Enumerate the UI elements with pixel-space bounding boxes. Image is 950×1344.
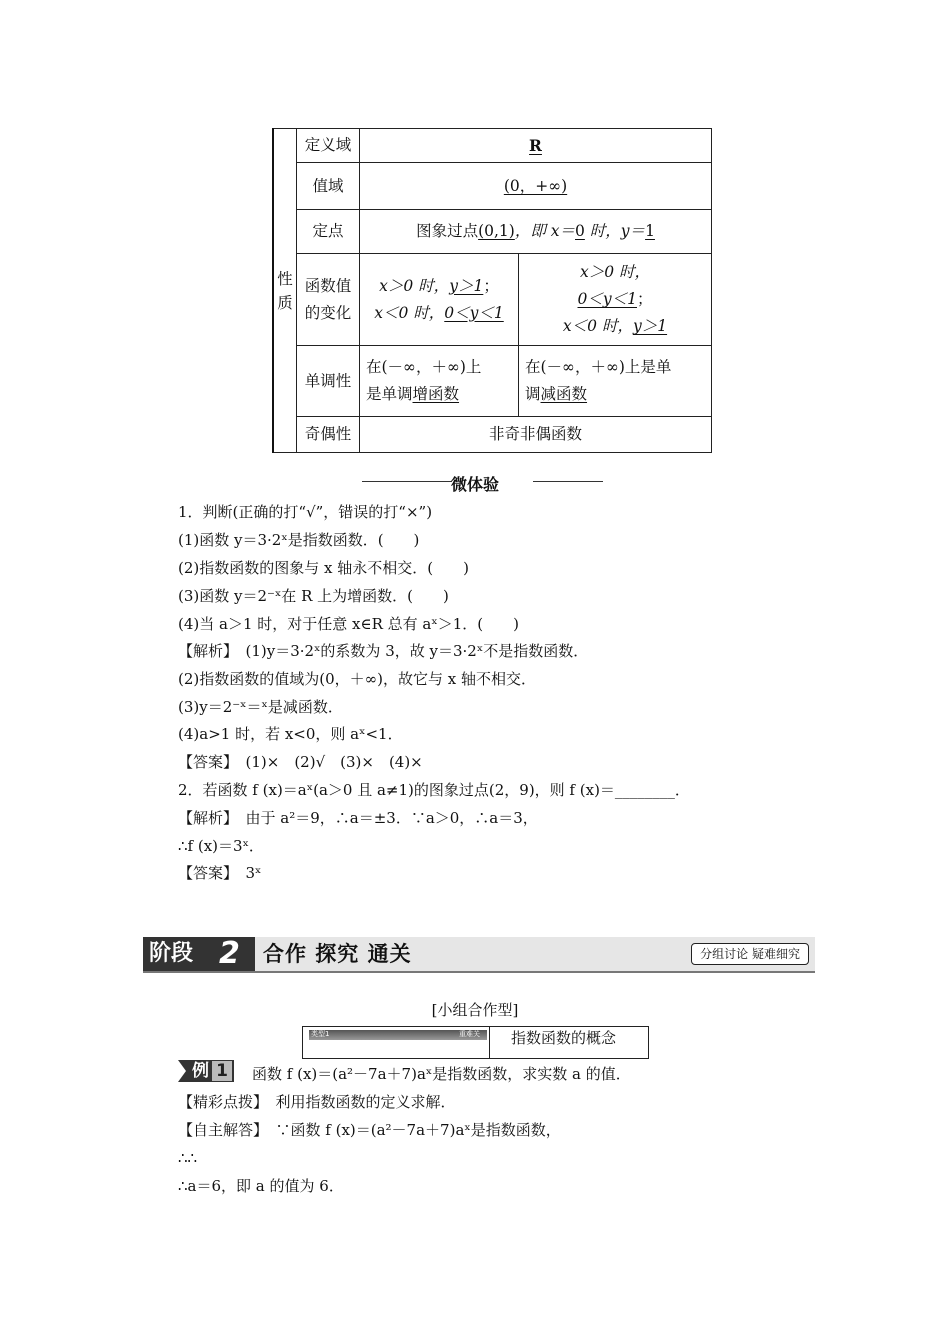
change-left-1c: ； [483, 276, 499, 295]
stage-banner [143, 937, 815, 973]
domain-label: 定义域 [297, 129, 360, 163]
example-line-4: ∴∴ [178, 1149, 198, 1167]
stage-label [143, 937, 255, 971]
domain-value-text: R [529, 135, 542, 155]
mini-line-7: (2)指数函数的值域为(0，＋∞)，故它与 x 轴不相交． [178, 670, 536, 688]
example-number: 1 [212, 1061, 232, 1081]
example-line-3: 【自主解答】 ∵函数 f (x)＝(a²－7a＋7)aˣ是指数函数， [178, 1121, 561, 1139]
group-type-label: [小组合作型] [431, 1001, 519, 1019]
mini-line-9: (4)a>1 时，若 x<0，则 aˣ<1． [178, 725, 403, 743]
example-line-1: 函数 f (x)＝(a²－7a＋7)aˣ是指数函数，求实数 a 的值． [252, 1065, 631, 1083]
change-right-1: x＞0 时， [579, 263, 651, 281]
fixed-pre: 图象过点 [416, 222, 479, 240]
stage-title: 合作 探究 通关 [263, 941, 412, 966]
mono-left-b: 是单调 [366, 385, 413, 403]
mini-line-14: 【答案】 3ˣ [178, 864, 262, 882]
fixed-value [360, 210, 712, 254]
change-right-3b: y＞1 [632, 317, 668, 335]
change-right [519, 254, 712, 346]
parity-label: 奇偶性 [297, 417, 360, 453]
change-label [297, 254, 360, 346]
range-label: 值域 [297, 163, 360, 210]
change-right-2b: ； [636, 290, 653, 308]
example-tag [178, 1060, 234, 1082]
mono-left-c: 增函数 [412, 385, 460, 403]
range-value [360, 163, 712, 210]
mini-line-13: ∴f (x)＝3ˣ． [178, 837, 264, 855]
example-line-5: ∴a＝6，即 a 的值为 6． [178, 1177, 344, 1195]
example-line-2: 【精彩点拨】 利用指数函数的定义求解． [178, 1093, 456, 1111]
mono-right-b: 调 [525, 385, 541, 403]
mini-line-3: (2)指数函数的图象与 x 轴永不相交．( ) [178, 559, 469, 577]
change-left-2a: x＜0 时， [374, 303, 445, 322]
stage-number: 2 [219, 936, 240, 971]
change-right-2a: 0＜y＜1 [577, 290, 637, 308]
mini-line-8: (3)y＝2⁻ˣ＝ˣ是减函数． [178, 698, 343, 716]
change-label-2: 的变化 [304, 303, 352, 322]
mini-line-6: 【解析】 (1)y＝3·2ˣ的系数为 3，故 y＝3·2ˣ不是指数函数． [178, 642, 589, 660]
change-left [360, 254, 519, 346]
properties-table [272, 128, 712, 453]
mono-right [519, 346, 712, 417]
mini-line-5: (4)当 a＞1 时，对于任意 x∈R 总有 aˣ＞1．( ) [178, 615, 519, 633]
fixed-x0: 0 [575, 222, 585, 240]
side-label [273, 129, 297, 453]
mini-line-4: (3)函数 y＝2⁻ˣ在 R 上为增函数．( ) [178, 587, 449, 605]
change-left-1a: x＞0 时， [379, 276, 450, 295]
mono-left [360, 346, 519, 417]
side-label-text: 性质 [277, 269, 293, 312]
mini-line-1: 1．判断(正确的打“√”，错误的打“×”) [178, 503, 433, 521]
type-box-divider [489, 1027, 490, 1058]
fixed-label: 定点 [297, 210, 360, 254]
change-right-3a: x＜0 时， [562, 317, 633, 335]
mono-label: 单调性 [297, 346, 360, 417]
mono-right-a: 在(－∞，＋∞)上是单 [525, 358, 672, 376]
type-box [302, 1026, 649, 1059]
mini-line-10: 【答案】 (1)× (2)√ (3)× (4)× [178, 753, 423, 771]
fixed-y1: 1 [645, 222, 655, 240]
example-tag-text: 例 [192, 1061, 209, 1081]
mini-line-12: 【解析】 由于 a²＝9，∴a＝±3．∵a＞0，∴a＝3， [178, 809, 538, 827]
stage-text: 阶段 [149, 941, 194, 966]
fixed-mid: ，即 x＝ [514, 222, 575, 240]
range-value-text: (0，+∞) [503, 176, 568, 195]
stage-tag: 分组讨论 疑难细究 [691, 943, 809, 965]
mini-line-2: (1)函数 y＝3·2ˣ是指数函数．( ) [178, 531, 420, 549]
fixed-mid2: 时，y＝ [584, 222, 646, 240]
mono-right-c: 减函数 [540, 385, 588, 403]
fixed-point: (0,1) [478, 222, 515, 240]
parity-value: 非奇非偶函数 [360, 417, 712, 453]
domain-value [360, 129, 712, 163]
change-left-2b: 0＜y＜1 [444, 303, 504, 322]
change-left-1b: y＞1 [449, 276, 484, 295]
type-box-level: 重难关 [459, 1030, 480, 1038]
change-label-1: 函数值 [304, 276, 352, 295]
type-box-tag: 类型1 [311, 1030, 330, 1038]
type-box-name: 指数函数的概念 [511, 1029, 617, 1047]
mini-line-11: 2．若函数 f (x)＝aˣ(a＞0 且 a≠1)的图象过点(2，9)，则 f (x)＝________． [178, 781, 690, 799]
mini-header: 微体验 [450, 475, 499, 494]
mono-left-a: 在(－∞，＋∞)上 [366, 358, 482, 376]
